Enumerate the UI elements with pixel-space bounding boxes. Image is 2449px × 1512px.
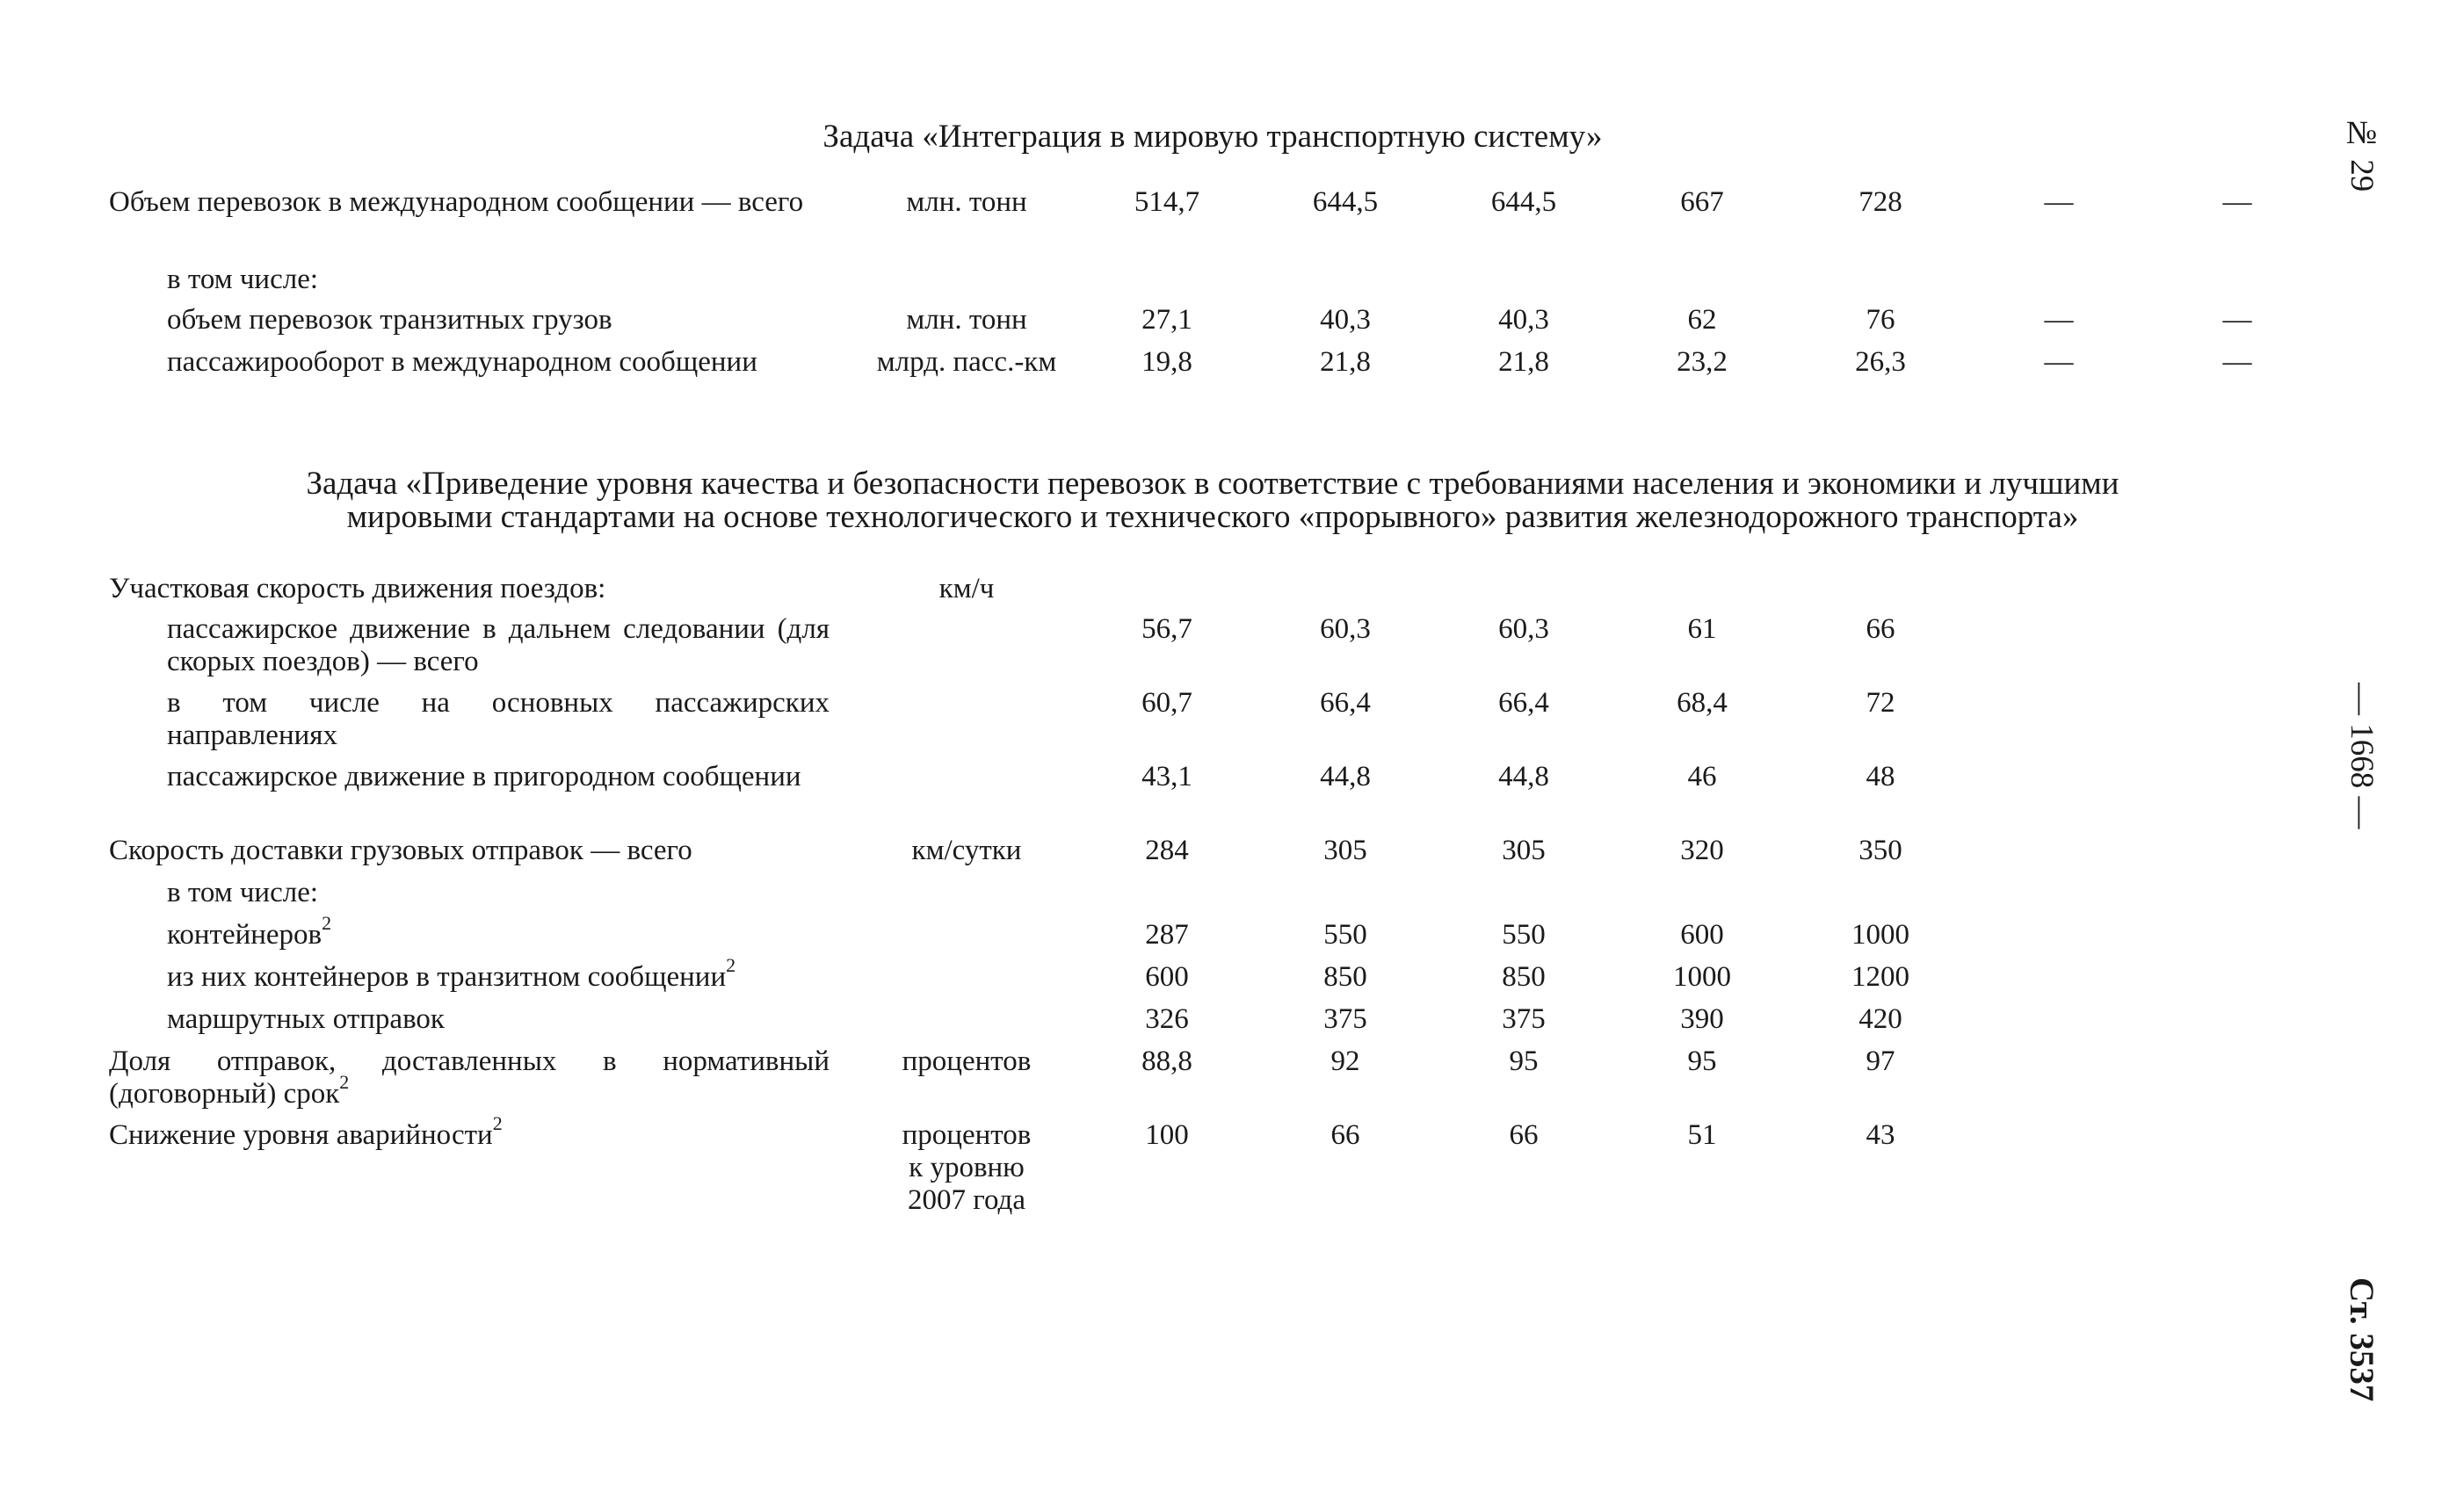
row-label: из них контейнеров в транзитном сообщении$^2$ [167,954,736,993]
value-cell: 61 [1687,613,1717,645]
row-label: Доля отправок, доставленных в нормативный (договорный) срок$^2$ [109,1045,830,1110]
row-label: пассажирское движение в дальнем следовании (для скорых поездов) — всего [167,613,830,677]
row-label: маршрутных отправок [167,1003,445,1035]
table-row [0,264,2302,299]
value-cell: — [2044,186,2074,218]
footnote-mark: 2 [322,912,332,934]
value-cell: 66,4 [1498,687,1549,719]
table-row [0,912,2302,954]
table-row [0,877,2302,912]
table-row [0,1112,2302,1216]
value-cell: 850 [1323,961,1367,993]
row-label: в том числе: [167,877,319,908]
value-cell: — [2222,304,2252,336]
value-cell: — [2222,346,2252,378]
value-cell: 26,3 [1855,346,1906,378]
value-cell: 68,4 [1677,687,1728,719]
value-cell: 1000 [1673,961,1731,993]
value-cell: 100 [1145,1119,1189,1151]
value-cell: 600 [1680,919,1724,951]
value-cell: 287 [1145,919,1189,951]
table-row [0,761,2302,796]
value-cell: 326 [1145,1003,1189,1035]
row-unit: процентов к уровню 2007 года [902,1119,1032,1216]
value-cell: 19,8 [1141,346,1192,378]
row-unit: млн. тонн [906,186,1027,218]
table-row [0,613,2302,677]
value-cell: 1200 [1851,961,1909,993]
value-cell: — [2222,186,2252,218]
footnote-mark: 2 [492,1112,503,1134]
issue-number: № 29 [2344,115,2380,192]
value-cell: 60,3 [1498,613,1549,645]
value-cell: 44,8 [1320,761,1371,792]
row-unit: млрд. пасс.-км [876,346,1057,378]
value-cell: 95 [1687,1045,1717,1077]
value-cell: 320 [1680,835,1724,866]
value-cell: 350 [1858,835,1902,866]
value-cell: 728 [1858,186,1902,218]
value-cell: 600 [1145,961,1189,993]
table-row [0,954,2302,996]
value-cell: 305 [1323,835,1367,866]
value-cell: 550 [1323,919,1367,951]
value-cell: 66,4 [1320,687,1371,719]
value-cell: 40,3 [1498,304,1549,336]
value-cell: — [2044,346,2074,378]
value-cell: 420 [1858,1003,1902,1035]
section-heading-quality-line2: мировыми стандартами на основе технологического и технического «прорывного» развития железнодорожного транспорта» [346,499,2079,535]
table-row [0,346,2302,381]
row-unit: км/ч [938,573,995,604]
table-row [0,687,2302,751]
value-cell: 88,8 [1141,1045,1192,1077]
value-cell: 305 [1502,835,1546,866]
value-cell: — [2044,304,2074,336]
value-cell: 43 [1866,1119,1895,1151]
value-cell: 76 [1866,304,1895,336]
value-cell: 375 [1502,1003,1546,1035]
row-label: Снижение уровня аварийности$^2$ [109,1112,503,1151]
row-label: Объем перевозок в международном сообщении — всего [109,186,804,218]
row-unit: млн. тонн [906,304,1027,336]
row-label: пассажирооборот в международном сообщении [167,346,757,378]
value-cell: 284 [1145,835,1189,866]
value-cell: 60,7 [1141,687,1192,719]
value-cell: 66 [1509,1119,1539,1151]
row-label: в том числе на основных пассажирских направлениях [167,687,830,751]
article-number: Ст. 3537 [2343,1277,2380,1402]
value-cell: 72 [1866,687,1895,719]
table-row [0,835,2302,870]
value-cell: 66 [1330,1119,1360,1151]
value-cell: 550 [1502,919,1546,951]
row-label: в том числе: [167,264,319,295]
table-row [0,1045,2302,1110]
value-cell: 644,5 [1490,186,1557,218]
row-label: контейнеров$^2$ [167,912,332,951]
value-cell: 51 [1687,1119,1717,1151]
value-cell: 390 [1680,1003,1724,1035]
value-cell: 66 [1866,613,1895,645]
value-cell: 850 [1502,961,1546,993]
value-cell: 60,3 [1320,613,1371,645]
value-cell: 667 [1680,186,1724,218]
value-cell: 48 [1866,761,1895,792]
row-unit: км/сутки [911,835,1022,866]
section-heading-quality-line1: Задача «Приведение уровня качества и безопасности перевозок в соответствие с требованиями населения и экономики и лучшими [306,466,2119,502]
row-unit: процентов [902,1045,1032,1077]
value-cell: 95 [1509,1045,1539,1077]
row-label: пассажирское движение в пригородном сообщении [167,761,801,792]
value-cell: 21,8 [1498,346,1549,378]
table-row [0,304,2302,339]
table-row [0,1003,2302,1038]
value-cell: 97 [1866,1045,1895,1077]
row-label: объем перевозок транзитных грузов [167,304,612,336]
value-cell: 514,7 [1134,186,1200,218]
value-cell: 27,1 [1141,304,1192,336]
value-cell: 644,5 [1312,186,1379,218]
value-cell: 23,2 [1677,346,1728,378]
value-cell: 56,7 [1141,613,1192,645]
table-row [0,573,2302,608]
page-range-number: — 1668 — [2344,682,2380,829]
row-label: Скорость доставки грузовых отправок — всего [109,835,692,866]
footnote-mark: 2 [339,1071,350,1093]
value-cell: 62 [1687,304,1717,336]
row-label: Участковая скорость движения поездов: [109,573,606,604]
value-cell: 375 [1323,1003,1367,1035]
value-cell: 21,8 [1320,346,1371,378]
section-heading-integration: Задача «Интеграция в мировую транспортную систему» [822,119,1603,155]
value-cell: 46 [1687,761,1717,792]
table-row [0,186,2302,221]
value-cell: 40,3 [1320,304,1371,336]
value-cell: 44,8 [1498,761,1549,792]
value-cell: 92 [1330,1045,1360,1077]
value-cell: 1000 [1851,919,1909,951]
footnote-mark: 2 [726,954,736,976]
value-cell: 43,1 [1141,761,1192,792]
